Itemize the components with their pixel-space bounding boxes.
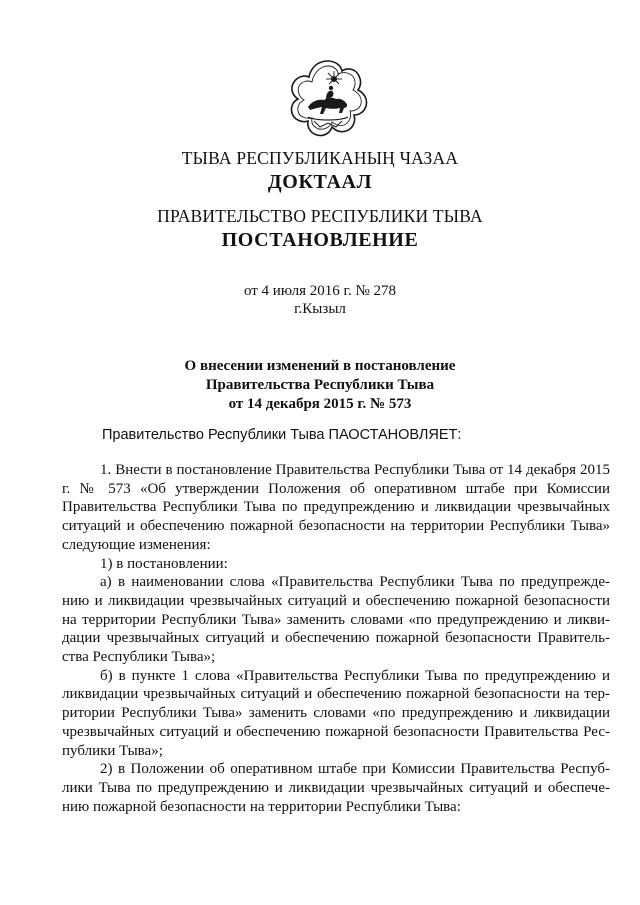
title-line-2: Правительства Республики Тыва xyxy=(205,377,435,393)
coat-of-arms-emblem-icon xyxy=(286,57,370,143)
paragraph-1: 1. Внести в постановление Правительства Республики Тыва от 14 декабря 2015 г. № 573 «Об утверждении Положения об оперативном штабе при Комиссии Правительства Республики Тыва по предупреждению и ликвидации чрезвычайных ситуаций и обеспечению пожарной безопасности на территории Республики Тыва» следующие изменения: xyxy=(62,462,610,553)
paragraph-4: б) в пункте 1 слова «Правительства Республики Тыва по предупреждению и ликвидации чрезвычайных ситуаций и обеспечению пожарной безопасности на территории Республики Тыва» заменить словами «по предупреждению и ликвидации чрезвычайных ситуаций и обеспечению пожарной безопасности Правительства Республики Тыва»; xyxy=(62,667,610,759)
date-number: от 4 июля 2016 г. № 278 xyxy=(243,283,397,299)
preamble: Правительство Республики Тыва ПАОСТАНОВЛЯЕТ: xyxy=(102,427,462,443)
document-body xyxy=(62,461,610,816)
title-line-3: от 14 декабря 2015 г. № 573 xyxy=(228,396,412,412)
paragraph-5: 2) в Положении об оперативном штабе при Комиссии Правительства Республики Тыва по предупреждению и ликвидации чрезвычайных ситуаций и обеспечению пожарной безопасности на территории Республики Тыва: xyxy=(62,761,610,815)
city: г.Кызыл xyxy=(294,301,346,317)
doc-type-tyvan: ДОКТААЛ xyxy=(267,171,373,193)
document-title xyxy=(0,357,640,414)
paragraph-2: 1) в постановлении: xyxy=(100,555,228,572)
title-line-1: О внесении изменений в постановление xyxy=(184,358,456,374)
org-name-russian: ПРАВИТЕЛЬСТВО РЕСПУБЛИКИ ТЫВА xyxy=(157,206,483,226)
paragraph-3: а) в наименовании слова «Правительства Республики Тыва по предупреждению и ликвидации чрезвычайных ситуаций и обеспечению пожарной безопасности на территории Республики Тыва» заменить словами «по предупреждению и ликвидации чрезвычайных ситуаций и обеспечению пожарной безопасности Правительства Республики Тыва»; xyxy=(62,574,610,666)
org-name-tyvan: ТЫВА РЕСПУБЛИКАНЫҢ ЧАЗАА xyxy=(181,148,459,168)
doc-type-russian: ПОСТАНОВЛЕНИЕ xyxy=(221,229,419,251)
